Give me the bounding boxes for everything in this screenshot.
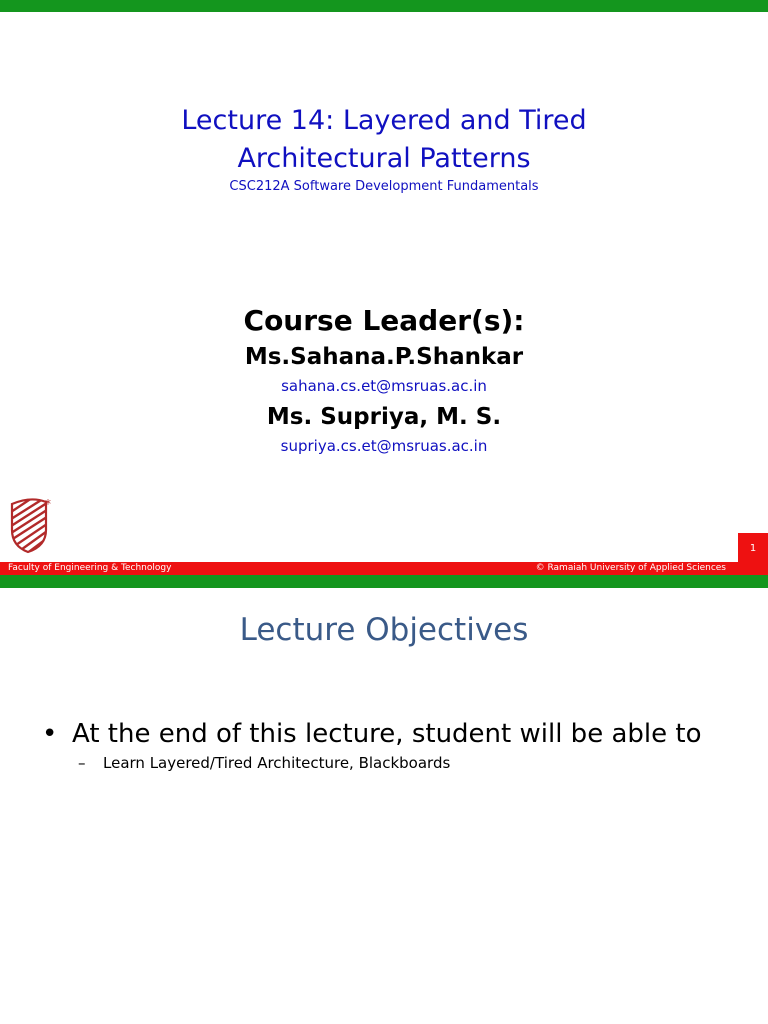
leader2-email: supriya.cs.et@msruas.ac.in: [280, 437, 488, 455]
course-leaders-heading: Course Leader(s):: [243, 304, 525, 337]
objective-sub-bullet: [78, 753, 450, 773]
bottom-green-bar: [0, 575, 768, 588]
leader1-email: sahana.cs.et@msruas.ac.in: [281, 377, 487, 395]
footer-bar: [0, 562, 768, 575]
leader2-name: Ms. Supriya, M. S.: [266, 404, 502, 430]
lecture-title-line1: Lecture 14: Layered and Tired: [181, 105, 587, 136]
page-number: 1: [738, 533, 768, 565]
objective-sub-bullet-text: Learn Layered/Tired Architecture, Blackboards: [103, 754, 451, 772]
university-logo-icon: [8, 496, 54, 554]
objectives-title: Lecture Objectives: [239, 612, 529, 648]
objectives-slide: [0, 588, 768, 1024]
footer-copyright-text: © Ramaiah University of Applied Sciences: [535, 563, 726, 573]
svg-text:*: *: [45, 497, 51, 511]
top-green-bar: [0, 0, 768, 12]
objective-bullet-text: At the end of this lecture, student will be able to: [72, 719, 702, 749]
objective-bullet: [42, 716, 701, 752]
course-code: CSC212A Software Development Fundamentals: [229, 179, 539, 194]
bullet-icon: •: [42, 719, 58, 749]
leader1-name: Ms.Sahana.P.Shankar: [244, 344, 524, 370]
lecture-title-line2: Architectural Patterns: [237, 143, 531, 174]
footer-faculty-text: Faculty of Engineering & Technology: [8, 563, 172, 573]
dash-icon: –: [78, 754, 86, 772]
lecture-title: [0, 102, 768, 178]
